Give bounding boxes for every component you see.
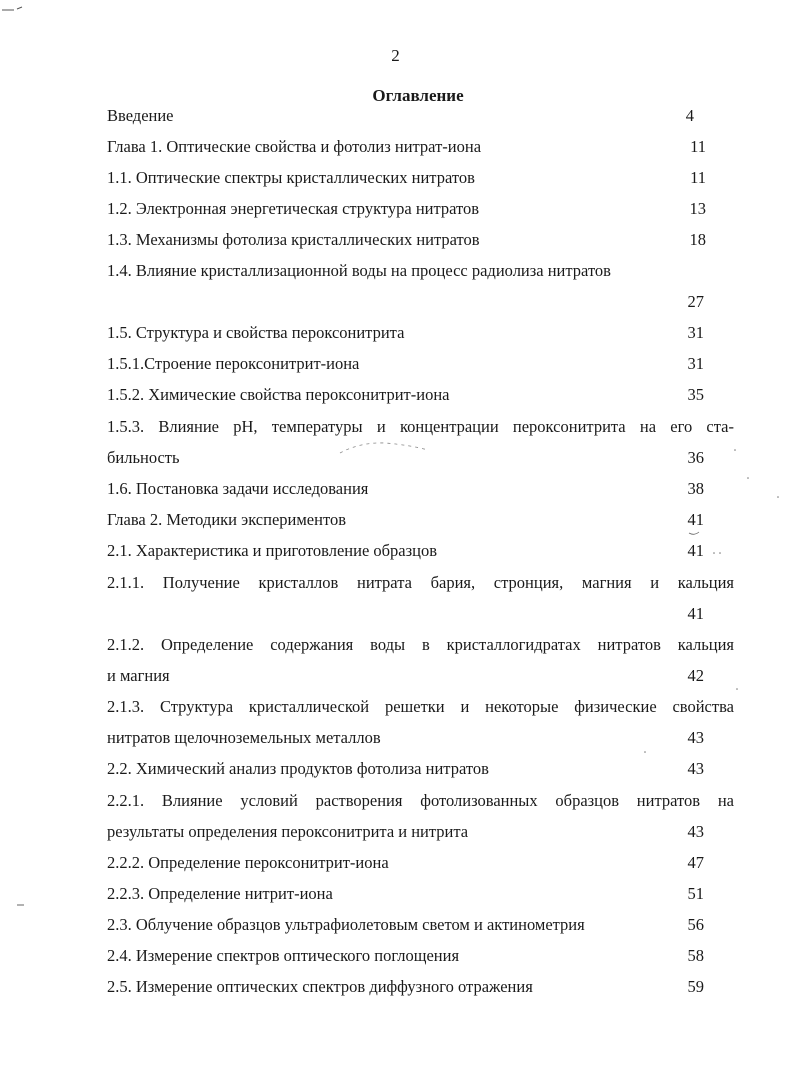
toc-entry-text: 1.6. Постановка задачи исследования [107, 479, 369, 498]
toc-entry-text: Глава 1. Оптические свойства и фотолиз нитрат-иона [107, 137, 482, 156]
toc-entry-page: 56 [687, 915, 704, 934]
toc-entry-page: 43 [687, 759, 704, 778]
toc-entry-text: 2.3. Облучение образцов ультрафиолетовым светом и актинометрия [107, 915, 585, 934]
toc-entry-page: 47 [687, 853, 704, 872]
toc-entry-text: Введение [107, 106, 174, 125]
toc-entry-page: 41 [687, 541, 704, 560]
toc-entry-text-continuation: результаты определения пероксонитрита и нитрита [107, 822, 469, 841]
toc-entry-text: 1.3. Механизмы фотолиза кристаллических нитратов [107, 230, 480, 249]
toc-entry-text-continuation: нитратов щелочноземельных металлов [107, 728, 381, 747]
toc-entry-text: 1.5.1.Строение пероксонитрит-иона [107, 354, 360, 373]
toc-entry-text: 1.1. Оптические спектры кристаллических нитратов [107, 168, 475, 187]
page-number: 2 [391, 46, 400, 65]
toc-entry-page: 18 [689, 230, 706, 249]
toc-entry-page: 43 [687, 728, 704, 747]
toc-entry-page: 36 [687, 448, 704, 467]
toc-entry-page: 51 [687, 884, 704, 903]
toc-title: Оглавление [372, 86, 464, 105]
toc-entry-text-continuation: бильность [107, 448, 180, 467]
toc-entry-text: 2.2.2. Определение пероксонитрит-иона [107, 853, 389, 872]
toc-entry-page: 31 [687, 354, 704, 373]
toc-entry-text: 2.1. Характеристика и приготовление образцов [107, 541, 438, 560]
toc-entry-text: Глава 2. Методики экспериментов [107, 510, 346, 529]
toc-entry-page: 11 [690, 137, 706, 156]
toc-entry-text: 1.4. Влияние кристаллизационной воды на процесс радиолиза нитратов [107, 261, 611, 280]
toc-entry-page: 35 [687, 385, 704, 404]
toc-entry-page: 41 [687, 604, 704, 623]
toc-entry-page: 38 [687, 479, 704, 498]
toc-entry-text: 1.5.2. Химические свойства пероксонитрит-иона [107, 385, 450, 404]
toc-entry-text: 1.5. Структура и свойства пероксонитрита [107, 323, 405, 342]
toc-entry-page: 4 [685, 106, 694, 125]
toc-entry-text: 1.2. Электронная энергетическая структура нитратов [107, 199, 480, 218]
toc-entry-page: 43 [687, 822, 704, 841]
toc-entry-text: 2.5. Измерение оптических спектров диффузного отражения [107, 977, 533, 996]
toc-entry-page: 58 [687, 946, 704, 965]
toc-entry-page: 42 [687, 666, 704, 685]
toc-entry-page: 13 [689, 199, 706, 218]
toc-entry-text: 1.5.3. Влияние pH, температуры и концентрации пероксонитрита на его ста- [107, 417, 734, 436]
toc-entry-text: 2.4. Измерение спектров оптического поглощения [107, 946, 460, 965]
toc-entry-page: 41 [687, 510, 704, 529]
toc-entry-page: 27 [687, 292, 704, 311]
toc-entry-page: 11 [690, 168, 706, 187]
toc-entry-text: 2.1.2. Определение содержания воды в кристаллогидратах нитратов кальция [107, 635, 734, 654]
toc-entry-page: 31 [687, 323, 704, 342]
toc-entry-text-continuation: и магния [107, 666, 170, 685]
toc-entry-text: 2.2. Химический анализ продуктов фотолиза нитратов [107, 759, 489, 778]
toc-entry-text: 2.2.1. Влияние условий растворения фотолизованных образцов нитратов на [107, 791, 734, 810]
toc-entry-text: 2.1.3. Структура кристаллической решетки и некоторые физические свойства [107, 697, 734, 716]
toc-entry-text: 2.1.1. Получение кристаллов нитрата бария, стронция, магния и кальция [107, 573, 734, 592]
toc-entry-text: 2.2.3. Определение нитрит-иона [107, 884, 333, 903]
toc-entry-page: 59 [687, 977, 704, 996]
